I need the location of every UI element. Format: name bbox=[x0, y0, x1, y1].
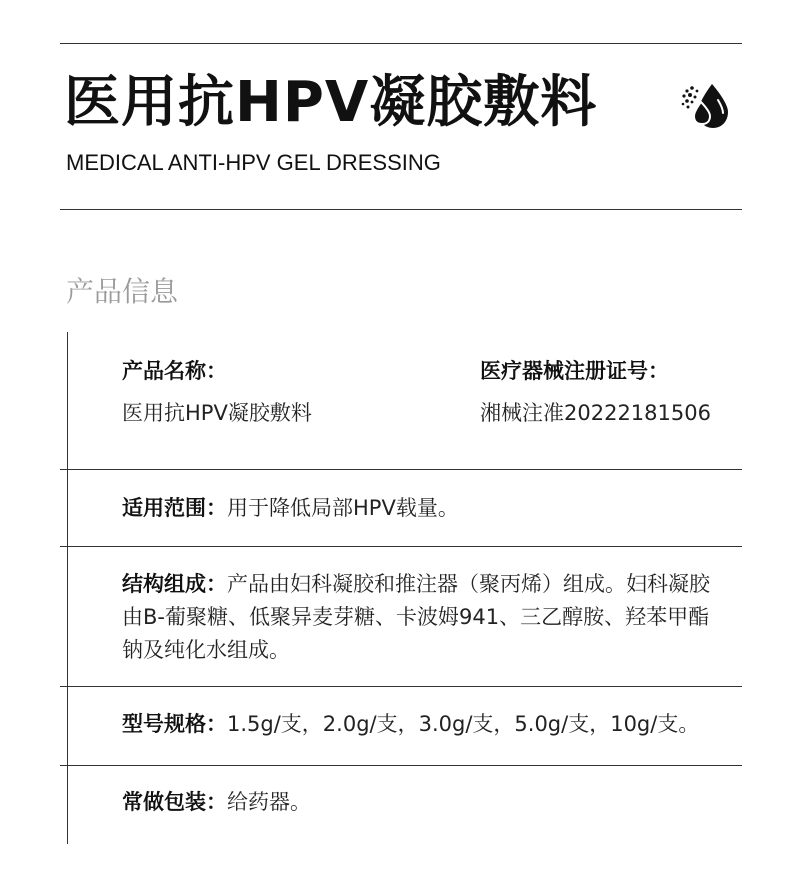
product-title: 医用抗HPV凝胶敷料 bbox=[64, 70, 598, 135]
usage-label: 适用范围： bbox=[122, 496, 227, 520]
section-label: 产品信息 bbox=[66, 275, 179, 308]
composition-row bbox=[122, 568, 722, 667]
spec-row bbox=[122, 708, 722, 741]
bottom-header-rule bbox=[60, 209, 742, 210]
product-name-label: 产品名称： bbox=[122, 359, 227, 383]
spec-label: 型号规格： bbox=[122, 712, 227, 736]
package-label: 常做包装： bbox=[122, 790, 227, 814]
spec-value: 1.5g/支，2.0g/支，3.0g/支，5.0g/支，10g/支。 bbox=[227, 712, 700, 736]
divider-3 bbox=[60, 686, 742, 687]
package-row bbox=[122, 786, 722, 819]
divider-2 bbox=[60, 546, 742, 547]
composition-label: 结构组成： bbox=[122, 572, 227, 596]
product-subtitle: MEDICAL ANTI-HPV GEL DRESSING bbox=[66, 150, 441, 175]
usage-row bbox=[122, 492, 722, 525]
registration-value: 湘械注准20222181506 bbox=[480, 401, 711, 425]
usage-value: 用于降低局部HPV载量。 bbox=[227, 496, 459, 520]
top-rule bbox=[60, 43, 742, 44]
water-drop-icon bbox=[678, 78, 734, 130]
left-border bbox=[67, 332, 68, 844]
divider-4 bbox=[60, 765, 742, 766]
divider-1 bbox=[60, 469, 742, 470]
product-name-value: 医用抗HPV凝胶敷料 bbox=[122, 401, 312, 425]
composition-value: 产品由妇科凝胶和推注器（聚丙烯）组成。妇科凝胶由B-葡聚糖、低聚异麦芽糖、卡波姆941、三乙醇胺、羟苯甲酯钠及纯化水组成。 bbox=[122, 572, 710, 662]
package-value: 给药器。 bbox=[227, 790, 311, 814]
registration-label: 医疗器械注册证号： bbox=[480, 359, 669, 383]
